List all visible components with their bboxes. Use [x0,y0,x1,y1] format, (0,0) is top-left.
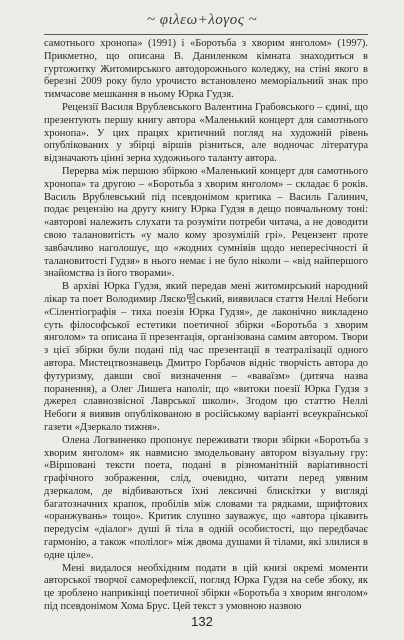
paragraph: Перерва між першою збіркою «Маленький концерт для самотнього хронопа» та другою – «Боротьба з хворим янголом» – складає 6 років. Василь Врублевський під псевдонімом критика – Василь Галинич, подає рецензію на другу книгу Юрка Гудзя в дещо повчальному тоні: «авторові належить слухати та розуміти потреби читача, а не доводити свою талановитість «у мало кому зрозумілій грі». Рецензент проте завбачливо наголошує, що «жодних сумнівів щодо непересічності й талановитості Гудзя» в нього немає і не було ніколи – «від найпершого знайомства із його творами». [44,165,368,280]
header-divider [44,34,368,35]
running-header: ~ φιλεω+λογος ~ [146,12,258,28]
paragraph: Олена Логвиненко пропонує переживати твори збірки «Боротьба з хворим янголом» як навмисно змодельовану автором візуальну гру: «Віршовані тексти поета, подані в різноманітній варіативності графічного зображення, слід, очевидно, читати перед уявним дзеркалом, де відбиваються їхні лексичні блискітки у вигляді багатозначних крапок, пробілів між словами та рядками, шрифтових «оранжувань» тощо». Критик слушно зауважує, що «автора цікавить передусім «діалог» душі й тіла в одній особистості, що передбачає гармонію, а також «полілог» між двома душами й тілами, які злилися в одне ціле». [44,434,368,561]
page-number: 132 [191,614,213,629]
paragraph: Рецензії Василя Врублевського Валентина Грабовського – єдині, що презентують першу книгу автора «Маленький концерт для самотнього хронопа». У цих працях критичний погляд на художній рівень опублікованих у збірці віршів різниться, але водночас література відзначають цінні зерна художнього таланту автора. [44,101,368,165]
paragraph: Мені видалося необхідним подати в цій книзі окремі моменти авторської творчої саморефлексії, погляд Юрка Гудзя на себе збоку, як це зроблено наприкінці поетичної збірки «Боротьба з хворим янголом» під псевдонімом Хома Брус. Цей текст з умовною назвою [44,562,368,613]
paragraph: В архіві Юрка Гудзя, який передав мені житомирський народний лікар та поет Володимир Ляско떨ський, виявилася стаття Неллі Небоги «Сілентіографія – тиха поезія Юрка Гудзя», де лаконічно викладено суть філософської естетики поетичної збірки «Боротьба з хворим янголом» та описана її презентація, організована самим автором. Твори з цієї збірки були подані під час презентації в театралізації одного автора. Мистецтвознавець Дмитро Горбачов відніс творчість автора до футуризму, давши свої визначення – «ваваїзм» (дитяча назва поранення), а Олег Лишега наполіг, що «витоки поезії Юрка Гудзя з джерел славнозвісної Лаврської школи». Згодом цю статтю Неллі Небоги я виявив опублікованою в російському варіанті всеукраїнської газети «Дзеркало тижня». [44,281,368,433]
body-text [44,38,368,614]
paragraph-continued: самотнього хронопа» (1991) і «Боротьба з хворим янголом» (1997). Прикметно, що описана В. Даниленком кімната знаходиться в гуртожитку Житомирського автодорожнього коледжу, на стіні якого в березні 2009 року було урочисто встановлено меморіальний знак про тимчасове мешкання в ньому Юрка Гудзя. [44,38,368,101]
